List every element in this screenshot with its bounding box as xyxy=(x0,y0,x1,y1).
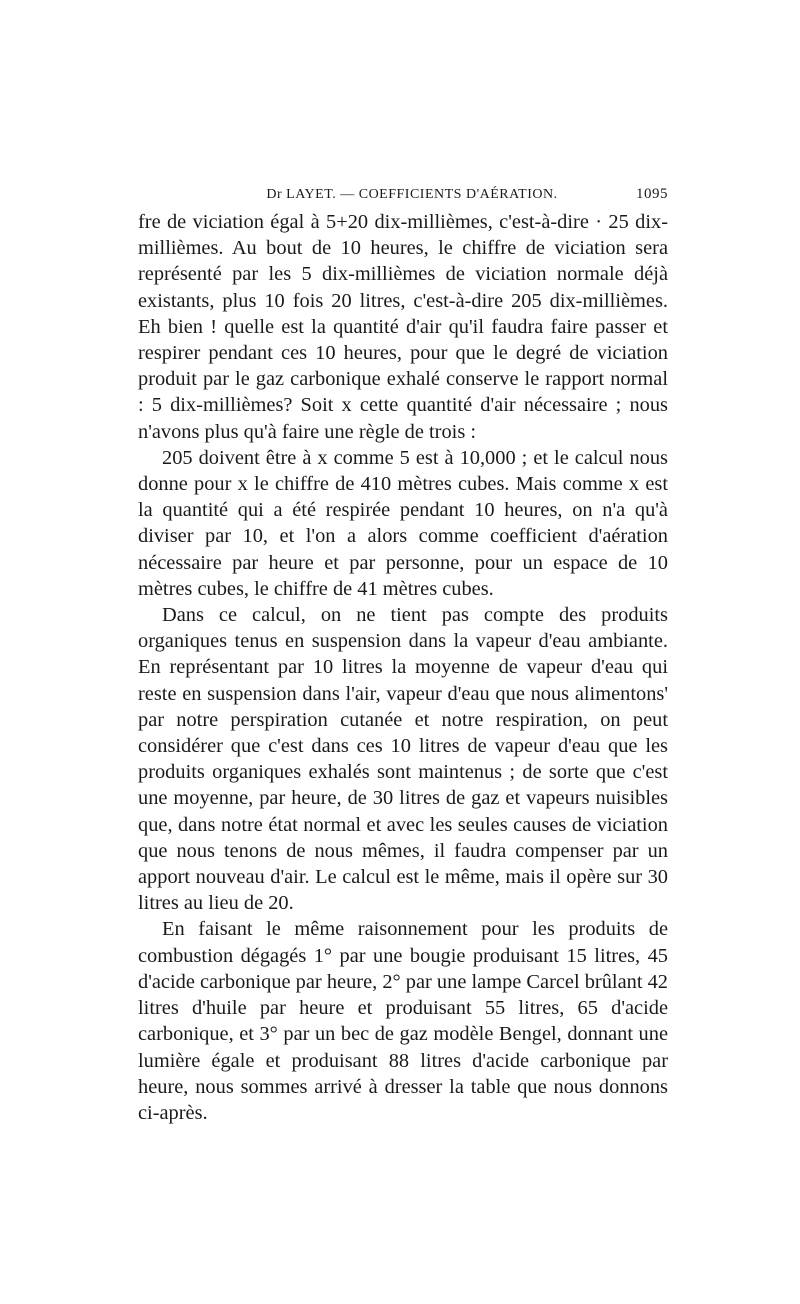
body-text xyxy=(138,209,668,1126)
paragraph-1: fre de viciation égal à 5+20 dix-millièmes, c'est-à-dire · 25 dix-millièmes. Au bout de 10 heures, le chiffre de viciation sera représenté par les 5 dix-millièmes de viciation normale déjà existants, plus 10 fois 20 litres, c'est-à-dire 205 dix-millièmes. Eh bien ! quelle est la quantité d'air qu'il faudra faire passer et respirer pendant ces 10 heures, pour que le degré de viciation produit par le gaz carbonique exhalé conserve le rapport normal : 5 dix-millièmes? Soit x cette quantité d'air nécessaire ; nous n'avons plus qu'à faire une règle de trois : xyxy=(138,211,668,443)
paragraph-3: Dans ce calcul, on ne tient pas compte des produits organiques tenus en suspension dans la vapeur d'eau ambiante. En représentant par 10 litres la moyenne de vapeur d'eau qui reste en suspension dans l'air, vapeur d'eau que nous alimentons' par notre perspiration cutanée et notre respiration, on peut considérer que c'est dans ces 10 litres de vapeur d'eau que les produits organiques exhalés sont maintenus ; de sorte que c'est une moyenne, par heure, de 30 litres de gaz et vapeurs nuisibles que, dans notre état normal et avec les seules causes de viciation que nous tenons de nous mêmes, il faudra compenser par un apport nouveau d'air. Le calcul est le même, mais il opère sur 30 litres au lieu de 20. xyxy=(138,604,668,915)
running-title: Dr LAYET. — COEFFICIENTS D'AÉRATION. xyxy=(266,187,558,202)
paragraph-2: 205 doivent être à x comme 5 est à 10,000 ; et le calcul nous donne pour x le chiffre de 410 mètres cubes. Mais comme x est la quantité qui a été respirée pendant 10 heures, on n'a qu'à diviser par 10, et l'on a alors comme coefficient d'aération nécessaire par heure et par personne, pour un espace de 10 mètres cubes, le chiffre de 41 mètres cubes. xyxy=(138,446,668,600)
paragraph-4: En faisant le même raisonnement pour les produits de combustion dégagés 1° par une bougie produisant 15 litres, 45 d'acide carbonique par heure, 2° par une lampe Carcel brûlant 42 litres d'huile par heure et produisant 55 litres, 65 d'acide carbonique, et 3° par un bec de gaz modèle Bengel, donnant une lumière égale et produisant 88 litres d'acide carbonique par heure, nous sommes arrivé à dresser la table que nous donnons ci-après. xyxy=(138,918,668,1124)
book-page xyxy=(138,186,668,1126)
page-number: 1095 xyxy=(636,186,668,202)
running-head xyxy=(138,186,668,203)
